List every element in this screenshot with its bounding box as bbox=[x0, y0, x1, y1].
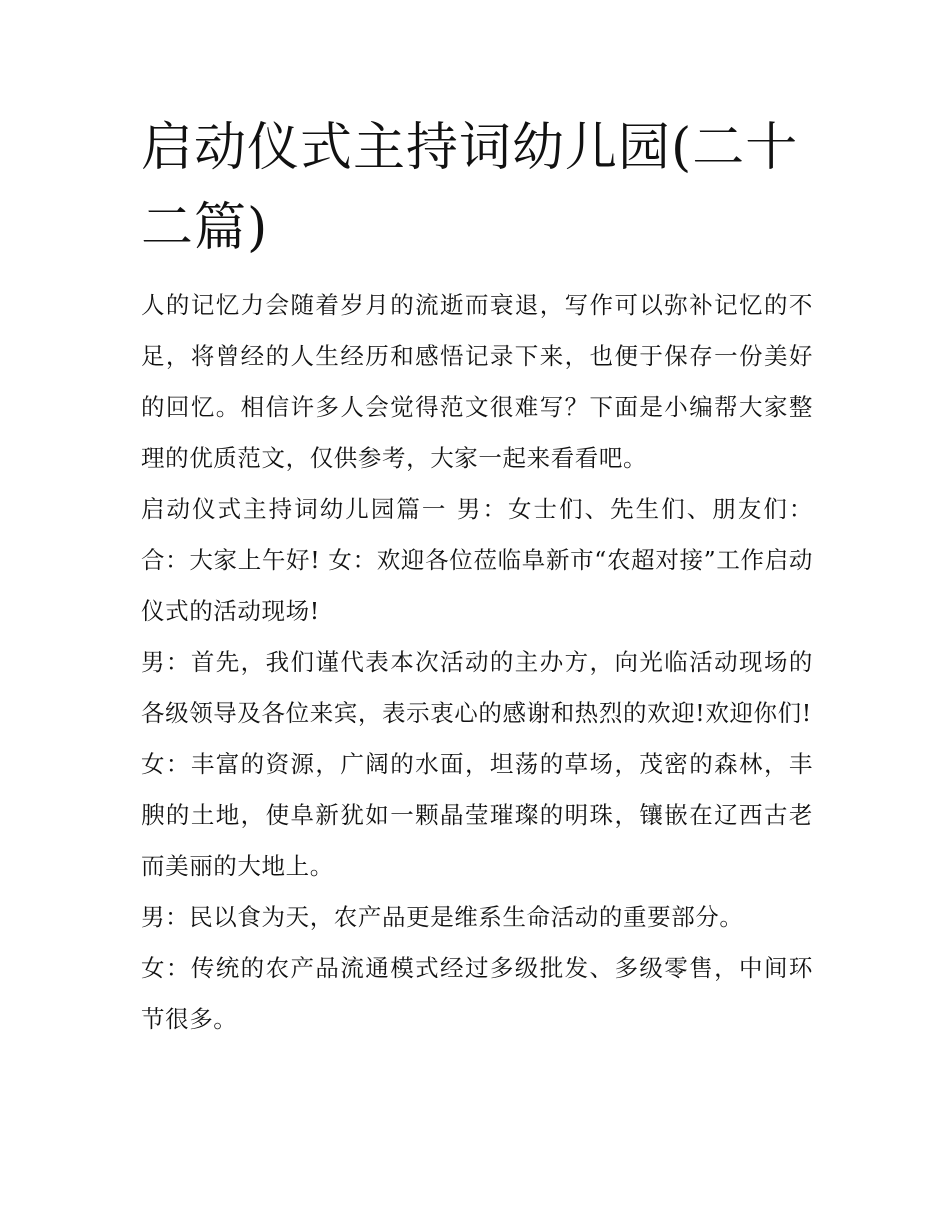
document-title: 启动仪式主持词幼儿园(二十二篇) bbox=[141, 118, 799, 258]
paragraph-opening: 启动仪式主持词幼儿园篇一 男：女士们、先生们、朋友们：合：大家上午好! 女：欢迎各位莅临阜新市“农超对接”工作启动仪式的活动现场! bbox=[141, 495, 813, 625]
paragraph-male-food: 男：民以食为天，农产品更是维系生命活动的重要部分。 bbox=[141, 903, 744, 931]
paragraph-female-distribution: 女：传统的农产品流通模式经过多级批发、多级零售，中间环节很多。 bbox=[141, 954, 813, 1033]
document-body bbox=[141, 280, 813, 1045]
paragraph-female-resources: 女：丰富的资源，广阔的水面，坦荡的草场，茂密的森林，丰腴的土地，使阜新犹如一颗晶莹璀璨的明珠，镶嵌在辽西古老而美丽的大地上。 bbox=[141, 750, 813, 880]
paragraph-intro: 人的记忆力会随着岁月的流逝而衰退，写作可以弥补记忆的不足，将曾经的人生经历和感悟记录下来，也便于保存一份美好的回忆。相信许多人会觉得范文很难写？下面是小编帮大家整理的优质范文，仅供参考，大家一起来看看吧。 bbox=[141, 291, 813, 472]
paragraph-male-welcome: 男：首先，我们谨代表本次活动的主办方，向光临活动现场的各级领导及各位来宾，表示衷心的感谢和热烈的欢迎!欢迎你们! bbox=[141, 648, 813, 727]
document-page bbox=[141, 108, 813, 1045]
